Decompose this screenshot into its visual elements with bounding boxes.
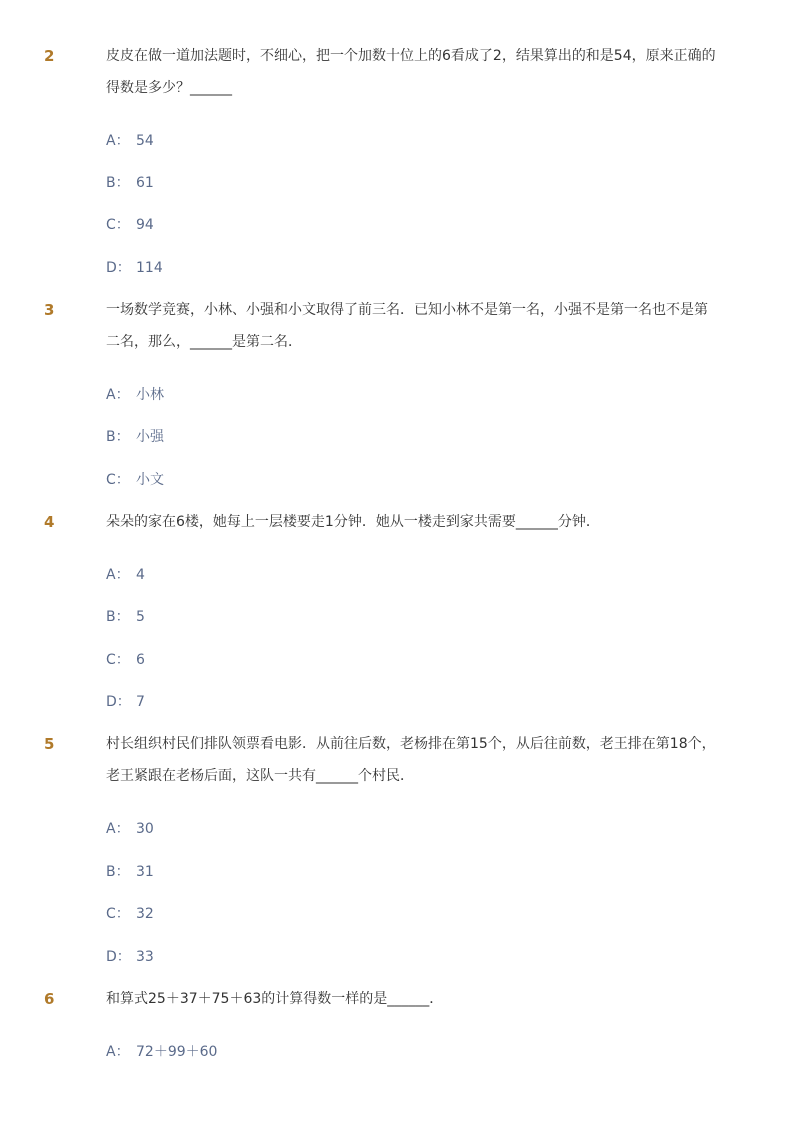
- option-d[interactable]: [106, 692, 145, 712]
- option-a[interactable]: [106, 385, 164, 405]
- option-label: C：: [106, 472, 130, 488]
- option-d[interactable]: [106, 258, 163, 278]
- option-label: B：: [106, 175, 130, 191]
- option-value: 5: [136, 609, 145, 625]
- question-number: 4: [44, 513, 55, 531]
- option-a[interactable]: [106, 565, 145, 585]
- option-b[interactable]: [106, 607, 145, 627]
- option-label: A：: [106, 821, 130, 837]
- option-a[interactable]: [106, 819, 154, 839]
- option-value: 32: [136, 906, 154, 922]
- option-value: 33: [136, 949, 154, 965]
- option-label: D：: [106, 949, 131, 965]
- option-a[interactable]: [106, 1042, 217, 1062]
- option-value: 61: [136, 175, 154, 191]
- option-value: 114: [136, 260, 163, 276]
- option-b[interactable]: [106, 427, 164, 447]
- option-label: D：: [106, 260, 131, 276]
- question-number: 6: [44, 990, 55, 1008]
- option-value: 94: [136, 217, 154, 233]
- option-c[interactable]: [106, 904, 154, 924]
- option-value: 4: [136, 567, 145, 583]
- option-label: B：: [106, 429, 130, 445]
- option-label: C：: [106, 217, 130, 233]
- question-text: 和算式25＋37＋75＋63的计算得数一样的是______．: [106, 991, 444, 1007]
- option-c[interactable]: [106, 470, 164, 490]
- option-label: A：: [106, 133, 130, 149]
- option-label: A：: [106, 1044, 130, 1060]
- option-value: 72＋99＋60: [136, 1044, 218, 1060]
- question-text: 一场数学竞赛，小林、小强和小文取得了前三名．已知小林不是第一名，小强不是第一名也不是第二名，那么，______是第二名．: [106, 302, 708, 350]
- option-label: C：: [106, 652, 130, 668]
- option-value: 小林: [136, 387, 164, 403]
- question-text: 村长组织村民们排队领票看电影．从前往后数，老杨排在第15个，从后往前数，老王排在第18个，老王紧跟在老杨后面，这队一共有______个村民．: [106, 736, 716, 784]
- question-number: 2: [44, 47, 55, 65]
- option-value: 小强: [136, 429, 164, 445]
- question-text: 皮皮在做一道加法题时，不细心，把一个加数十位上的6看成了2，结果算出的和是54，原来正确的得数是多少？______: [106, 48, 716, 96]
- option-a[interactable]: [106, 131, 154, 151]
- option-c[interactable]: [106, 215, 154, 235]
- option-label: B：: [106, 609, 130, 625]
- question-text: 朵朵的家在6楼，她每上一层楼要走1分钟．她从一楼走到家共需要______分钟．: [106, 514, 600, 530]
- option-value: 小文: [136, 472, 164, 488]
- option-value: 6: [136, 652, 145, 668]
- question-number: 3: [44, 301, 55, 319]
- option-value: 54: [136, 133, 154, 149]
- option-label: A：: [106, 567, 130, 583]
- option-value: 30: [136, 821, 154, 837]
- option-c[interactable]: [106, 650, 145, 670]
- option-label: C：: [106, 906, 130, 922]
- question-number: 5: [44, 735, 55, 753]
- option-label: B：: [106, 864, 130, 880]
- option-value: 31: [136, 864, 154, 880]
- option-label: D：: [106, 694, 131, 710]
- option-value: 7: [136, 694, 145, 710]
- option-label: A：: [106, 387, 130, 403]
- option-b[interactable]: [106, 862, 154, 882]
- option-d[interactable]: [106, 947, 154, 967]
- option-b[interactable]: [106, 173, 154, 193]
